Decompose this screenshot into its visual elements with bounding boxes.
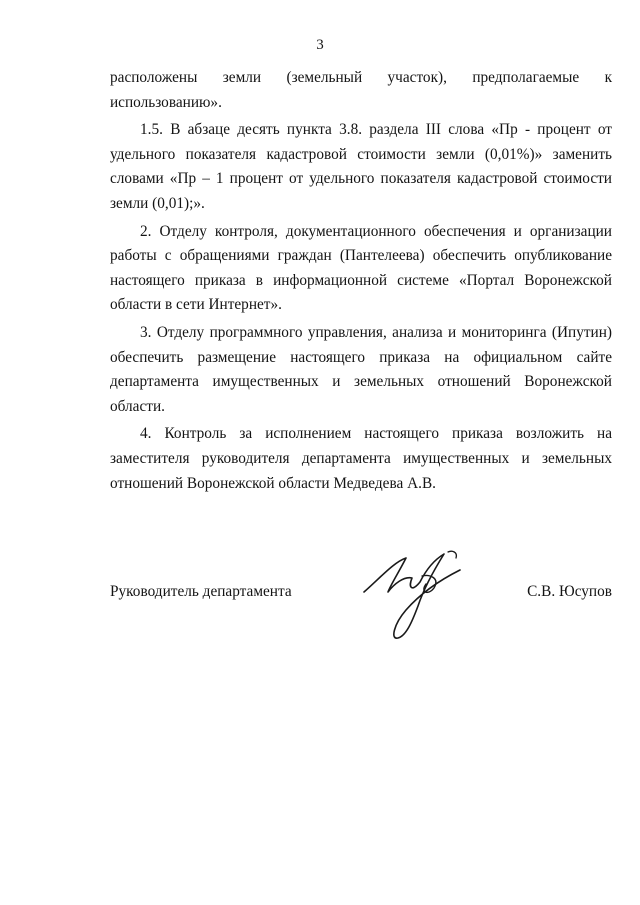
paragraph-4: 4. Контроль за исполнением настоящего приказа возложить на заместителя руководителя департамента имущественных и земельных отношений Воронежской области Медведева А.В. bbox=[110, 425, 612, 492]
signer-name: С.В. Юсупов bbox=[527, 583, 612, 600]
paragraph-2: 2. Отделу контроля, документационного обеспечения и организации работы с обращениями граждан (Пантелеева) обеспечить опубликование настоящего приказа в информационной системе «Портал Воронежской области в сети Интернет». bbox=[110, 222, 612, 314]
document-body bbox=[110, 66, 612, 499]
page-number: 3 bbox=[316, 37, 324, 53]
paragraph-1-5: 1.5. В абзаце десять пункта 3.8. раздела III слова «Пр - процент от удельного показателя кадастровой стоимости земли (0,01%)» заменить словами «Пр – 1 процент от удельного показателя кадастровой стоимости земли (0,01);». bbox=[110, 121, 612, 212]
signer-title: Руководитель департамента bbox=[110, 583, 292, 600]
paragraph-3: 3. Отделу программного управления, анализа и мониторинга (Ипутин) обеспечить размещение настоящего приказа на официальном сайте департамента имущественных и земельных отношений Воронежской области. bbox=[110, 323, 612, 415]
paragraph-continuation: расположены земли (земельный участок), предполагаемые к использованию». bbox=[110, 69, 612, 111]
handwritten-signature bbox=[360, 548, 470, 644]
